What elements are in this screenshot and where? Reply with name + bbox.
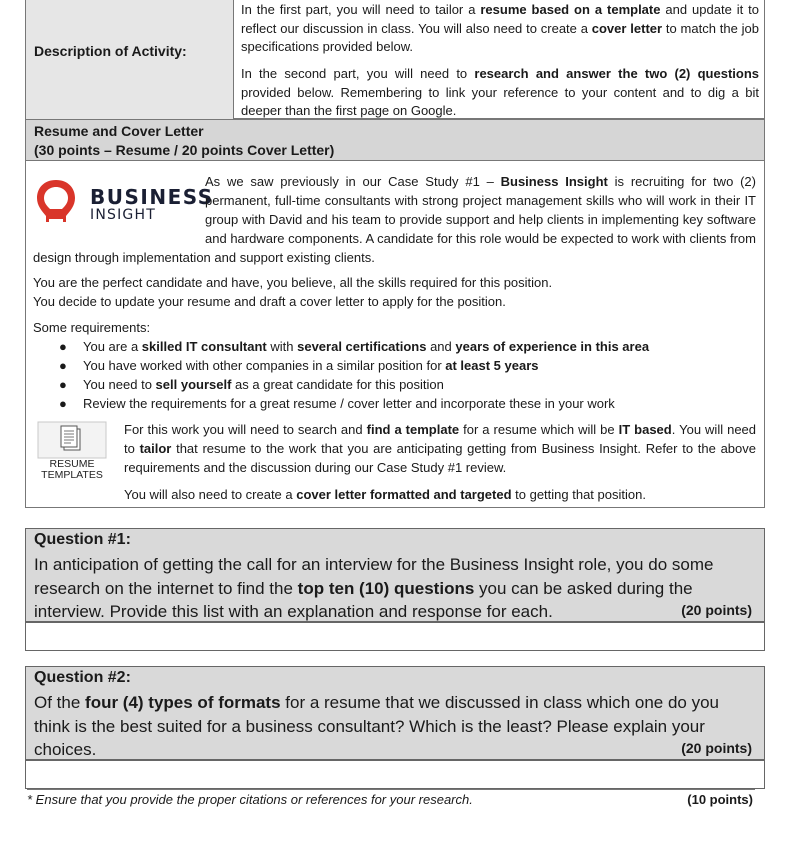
question-1-text: In anticipation of getting the call for an interview for the Business Insight role, you do some research on the internet to find the top ten (10) questions you can be asked during the interview. Provide this list with an explanation and response for each. <box>34 555 714 621</box>
perfect-line-2: You decide to update your resume and draft a cover letter to apply for the position. <box>33 294 506 309</box>
perfect-line-1: You are the perfect candidate and have, you believe, all the skills required for this position. <box>33 275 553 290</box>
question-1-points: (20 points) <box>681 602 752 618</box>
activity-label-cell <box>26 0 234 119</box>
perfect-candidate-paragraph <box>33 273 756 311</box>
activity-label: Description of Activity: <box>34 43 187 59</box>
list-item: ● You need to sell yourself as a great candidate for this position <box>59 377 444 392</box>
requirements-title: Some requirements: <box>33 320 151 335</box>
question-2-text: Of the four (4) types of formats for a resume that we discussed in class which one do you think is the best suited for a business consultant? Which is the least? Please explain your choices. <box>34 693 720 759</box>
question-1-answer-field[interactable] <box>25 622 765 651</box>
activity-table <box>25 0 765 119</box>
requirements-list <box>57 337 649 413</box>
footnote <box>27 789 755 807</box>
template-paragraph: For this work you will need to search and find a template for a resume which will be IT based. You will need to tailor that resume to the work that you are anticipating getting from Business Insight. Refer to the above requirements and the discussion during our Case Study #1 review. <box>124 422 757 475</box>
list-item: ● Review the requirements for a great resume / cover letter and incorporate these in your work <box>59 396 615 411</box>
document-stack-icon <box>37 421 107 459</box>
footnote-points: (10 points) <box>687 792 753 807</box>
section-title: Resume and Cover Letter <box>34 123 204 139</box>
question-2-box <box>25 666 765 760</box>
question-2-points: (20 points) <box>681 740 752 756</box>
section-header <box>25 119 765 161</box>
cover-letter-paragraph: You will also need to create a cover letter formatted and targeted to getting that position. <box>124 487 646 502</box>
activity-part-one: In the first part, you will need to tailor a resume based on a template and update it to reflect our discussion in class. You will also need to create a cover letter to match the job specifications provided below. <box>241 2 759 54</box>
list-item: ● You have worked with other companies in a similar position for at least 5 years <box>59 358 539 373</box>
section-points: (30 points – Resume / 20 points Cover Letter) <box>34 142 335 158</box>
footnote-text: * Ensure that you provide the proper citations or references for your research. <box>27 792 473 807</box>
question-2-answer-field[interactable] <box>25 760 765 789</box>
question-1-title: Question #1: <box>34 531 131 548</box>
logo-word-insight: INSIGHT <box>90 207 156 223</box>
logo-word-business: BUSINESS <box>90 185 214 209</box>
resume-templates-caption: RESUME TEMPLATES <box>41 458 103 481</box>
resume-templates-icon <box>37 421 107 485</box>
list-item: ● You are a skilled IT consultant with several certifications and years of experience in this area <box>59 339 650 354</box>
activity-part-two: In the second part, you will need to research and answer the two (2) questions provided below. Remembering to link your reference to your content and to dig a bit deeper than the first page on Google. <box>241 66 759 118</box>
intro-paragraph: As we saw previously in our Case Study #1 – Business Insight is recruiting for two (2) permanent, full-time consultants with strong project management skills who will work in their IT group with David and his team to provide support and help clients in implementing key software and hardware components. A candidate for this role would be expected to work with clients from design through implementation and support existing clients. <box>33 174 756 265</box>
question-1-box <box>25 528 765 622</box>
question-2-title: Question #2: <box>34 669 131 686</box>
